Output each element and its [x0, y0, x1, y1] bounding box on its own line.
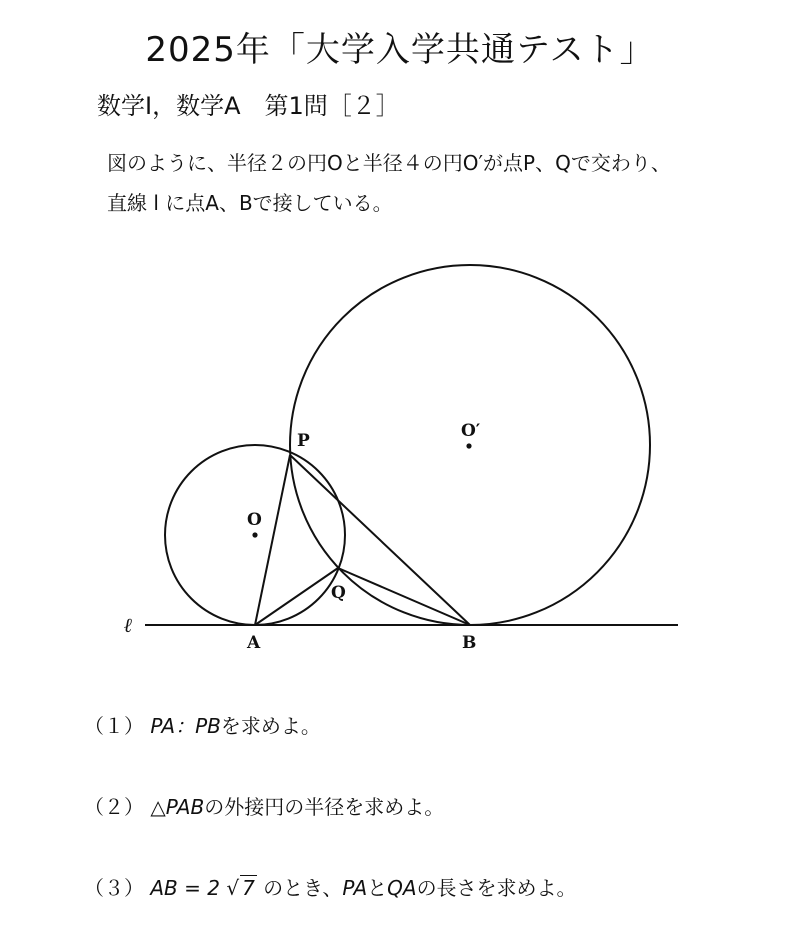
segment-qb [338, 568, 470, 625]
label-b: B [462, 633, 477, 653]
question-1-text: を求めよ。 [220, 714, 321, 738]
question-3-and: と [367, 876, 388, 900]
sqrt-symbol: √ [226, 876, 240, 900]
segment-qa [255, 568, 338, 625]
question-2-expr: △PAB [150, 795, 205, 819]
question-2 [84, 791, 444, 820]
segment-pa [255, 455, 290, 625]
label-a: A [247, 633, 261, 653]
question-1-expr: PA：PB [150, 714, 221, 738]
intro-line-1: 図のように、半径２の円Oと半径４の円O′が点P、Qで交わり、 [107, 151, 671, 175]
question-3-radicand: 7 [242, 876, 255, 900]
question-3-text: の長さを求めよ。 [416, 876, 577, 900]
label-o: O [247, 510, 262, 530]
question-3-qa: QA [387, 876, 417, 900]
label-q: Q [331, 583, 346, 603]
question-2-number: （２） [84, 795, 144, 819]
question-3-mid: のとき、 [263, 876, 343, 900]
label-o-prime: O′ [461, 421, 481, 441]
question-3 [84, 872, 577, 901]
page-title: 2025年「大学入学共通テスト」 [145, 30, 655, 70]
label-l: ℓ [124, 613, 133, 637]
question-1 [84, 710, 321, 739]
question-2-text: の外接円の半径を求めよ。 [204, 795, 445, 819]
center-o-dot [252, 532, 257, 537]
question-3-expr: AB = 2 [150, 876, 220, 900]
question-1-number: （１） [84, 714, 144, 738]
center-o-prime-dot [466, 443, 471, 448]
intro-line-2: 直線 l に点A、Bで接している。 [107, 191, 393, 215]
question-3-number: （３） [84, 876, 144, 900]
problem-subtitle: 数学I，数学A 第1問［２］ [97, 92, 400, 120]
question-3-pa: PA [342, 876, 368, 900]
label-p: P [297, 431, 310, 451]
